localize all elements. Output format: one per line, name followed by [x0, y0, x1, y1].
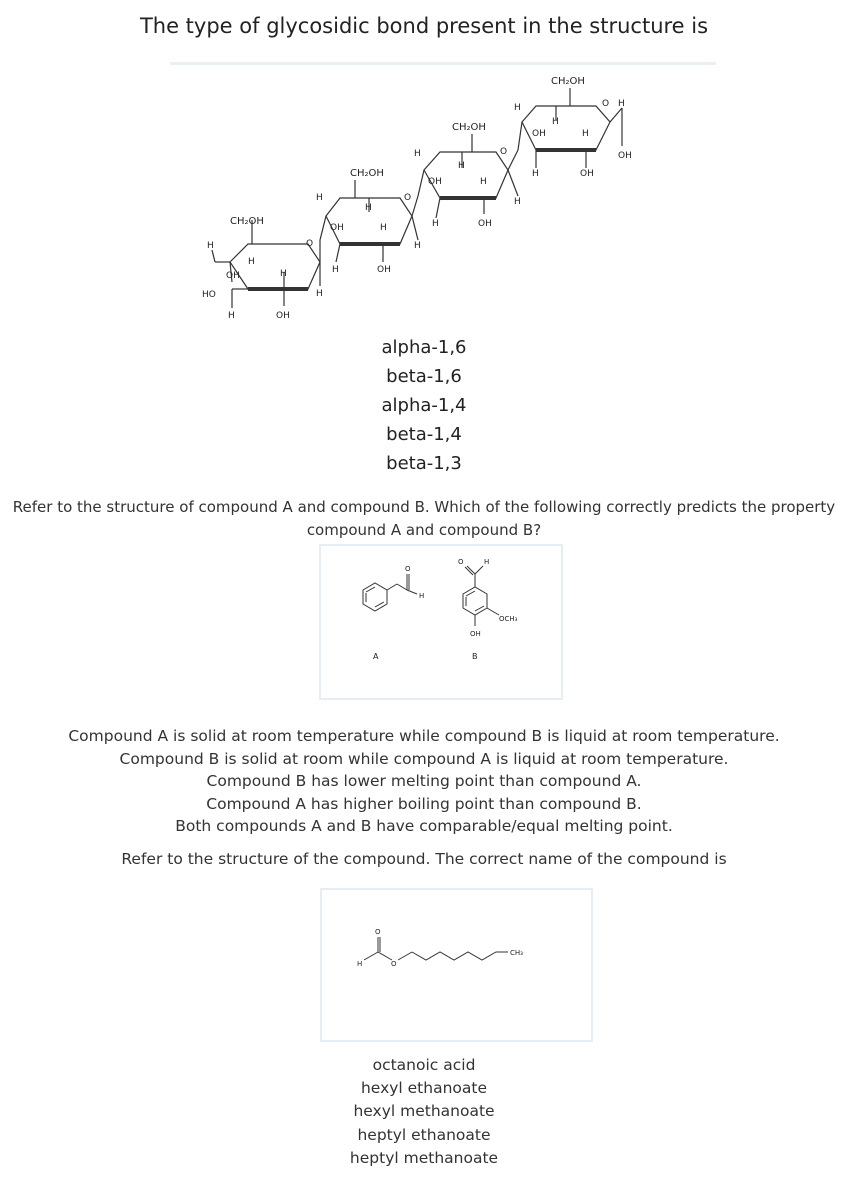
ring1-o-label: O	[306, 239, 314, 249]
ring4-o-label: O	[602, 99, 610, 109]
q3-option-5[interactable]: heptyl methanoate	[349, 1148, 499, 1167]
q1-option-2[interactable]: beta-1,6	[386, 366, 462, 387]
ester-o-label: O	[391, 960, 397, 968]
ring4-ch2oh-label: CH₂OH	[551, 76, 585, 87]
compound-b-label: B	[472, 652, 478, 661]
ring2-oh-label: OH	[330, 223, 344, 233]
question-2-text	[0, 496, 848, 542]
ester-o-carbonyl-label: O	[375, 928, 381, 936]
q1-option-3[interactable]: alpha-1,4	[381, 395, 467, 416]
ring4-h4-label: H	[532, 169, 539, 179]
compound-a-label: A	[373, 652, 379, 661]
q3-option-3[interactable]: hexyl methanoate	[353, 1102, 495, 1121]
polysaccharide-structure-figure	[170, 62, 716, 322]
compounds-a-b-figure	[319, 544, 563, 700]
q2-option-5[interactable]: Both compounds A and B have comparable/equal melting point.	[175, 817, 673, 835]
ring2-h4-label: H	[414, 149, 421, 159]
ring1-h2-label: H	[248, 257, 255, 267]
ring2-h3-label: H	[332, 265, 339, 275]
ring4-h-label: H	[618, 99, 625, 109]
q1-option-5[interactable]: beta-1,3	[386, 453, 462, 474]
ring3-o-label: O	[500, 147, 508, 157]
ring1-h4-label: H	[228, 311, 235, 321]
question-1-options	[324, 333, 524, 478]
ring1-h6-label: H	[316, 289, 323, 299]
question-2-options	[0, 725, 848, 838]
question-2-line-1: Refer to the structure of compound A and compound B. Which of the following correctly predicts the property	[12, 498, 836, 516]
ring2-h-label: H	[365, 203, 372, 213]
ring1-oh2-label: OH	[276, 311, 290, 321]
compound-b-oh-label: OH	[470, 630, 481, 638]
ring1-oh-label: OH	[226, 271, 240, 281]
ring1-ch2oh-label: CH₂OH	[230, 216, 264, 227]
question-2-line-2: compound A and compound B?	[306, 521, 542, 539]
ring3-oh2-label: OH	[478, 219, 492, 229]
question-3-text: Refer to the structure of the compound. The correct name of the compound is	[121, 850, 727, 868]
compound-b-och3-label: OCH₃	[499, 615, 518, 623]
ring3-h4-label: H	[514, 103, 521, 113]
q3-option-2[interactable]: hexyl ethanoate	[360, 1079, 488, 1098]
ring2-oh2-label: OH	[377, 265, 391, 275]
ring4-h2-label: H	[552, 117, 559, 127]
ring3-h-label: H	[458, 161, 465, 171]
ester-h-label: H	[357, 960, 363, 968]
q3-option-1[interactable]: octanoic acid	[372, 1056, 476, 1074]
ring4-h3-label: H	[582, 129, 589, 139]
q2-option-1[interactable]: Compound A is solid at room temperature while compound B is liquid at room temperature.	[68, 727, 780, 745]
ring1-h5-label: H	[316, 193, 323, 203]
ring4-oh3-label: OH	[580, 169, 594, 179]
q1-option-1[interactable]: alpha-1,6	[381, 337, 467, 358]
ring1-ho-label: HO	[202, 290, 216, 300]
ring3-h2-label: H	[480, 177, 487, 187]
compound-a-h-label: H	[419, 592, 425, 600]
q2-option-3[interactable]: Compound B has lower melting point than compound A.	[206, 772, 642, 790]
ester-structure-figure	[320, 888, 593, 1042]
ring2-h5-label: H	[414, 241, 421, 251]
ester-ch3-label: CH₃	[510, 949, 523, 957]
compound-b-h-label: H	[484, 558, 490, 566]
q2-option-2[interactable]: Compound B is solid at room while compound A is liquid at room temperature.	[119, 749, 729, 768]
ring2-h2-label: H	[380, 223, 387, 233]
ring1-h3-label: H	[280, 269, 287, 279]
ring2-o-label: O	[404, 193, 412, 203]
ring3-h3-label: H	[432, 219, 439, 229]
ring1-h-label: H	[207, 241, 214, 251]
compound-a-o-label: O	[405, 565, 411, 573]
ring4-oh-label: OH	[532, 129, 546, 139]
q3-option-4[interactable]: heptyl ethanoate	[357, 1125, 491, 1144]
q2-option-4[interactable]: Compound A has higher boiling point than compound B.	[206, 794, 642, 813]
ring2-ch2oh-label: CH₂OH	[350, 168, 384, 179]
ring4-oh2-label: OH	[618, 151, 632, 161]
q1-option-4[interactable]: beta-1,4	[386, 424, 462, 445]
question-3-options	[0, 1054, 848, 1170]
compound-b-o-label: O	[458, 558, 464, 566]
question-1-text: The type of glycosidic bond present in the structure is	[139, 14, 709, 38]
ring3-ch2oh-label: CH₂OH	[452, 122, 486, 133]
ring3-h5-label: H	[514, 197, 521, 207]
ring3-oh-label: OH	[428, 177, 442, 187]
